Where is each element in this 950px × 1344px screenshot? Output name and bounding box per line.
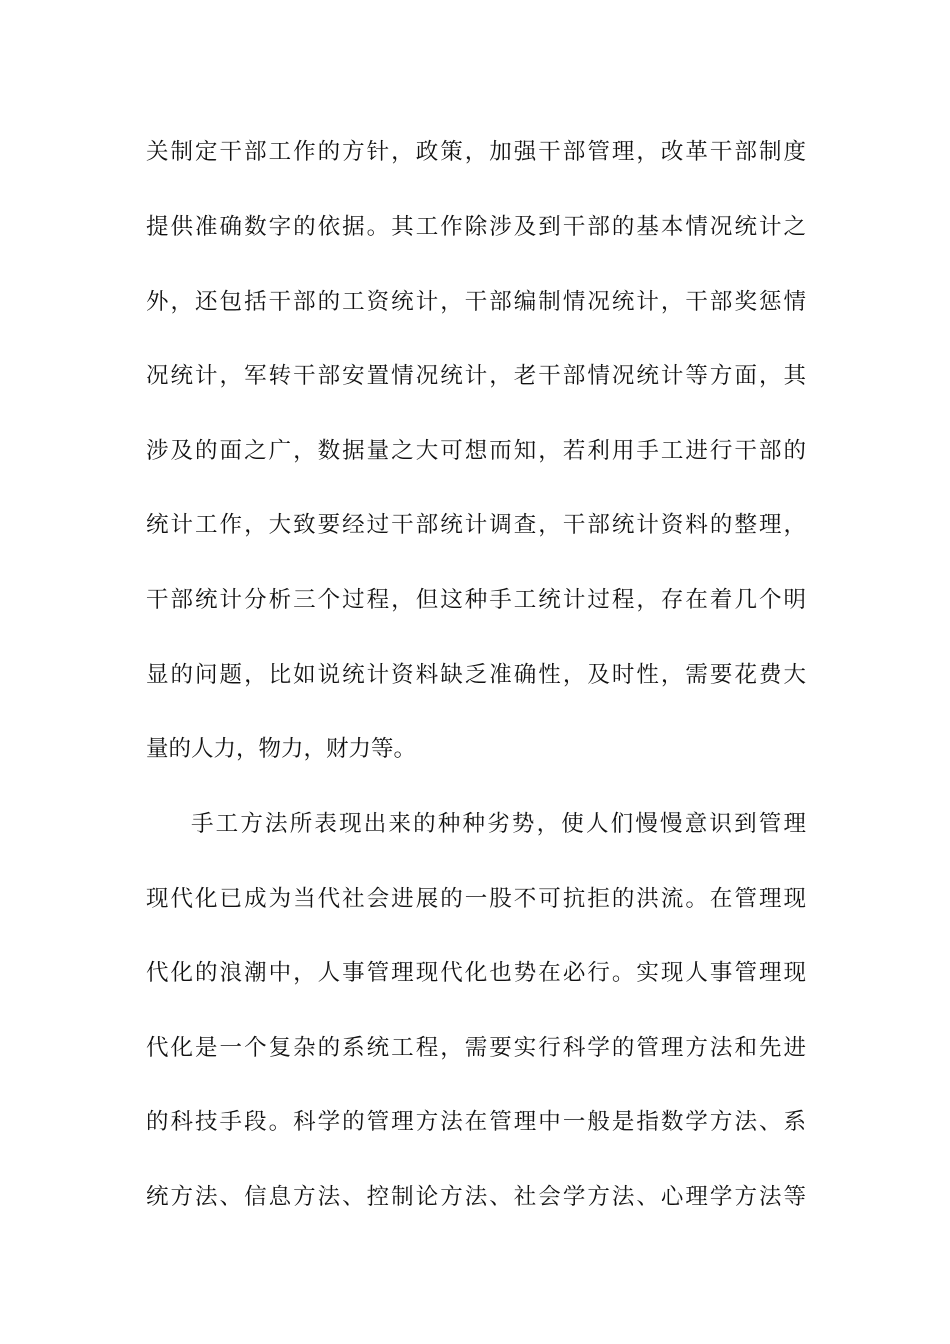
paragraph-1-line-2: 提供准确数字的依据。其工作除涉及到干部的基本情况统计之 [146, 214, 806, 240]
paragraph-1-line-5: 涉及的面之广，数据量之大可想而知，若利用手工进行干部的 [146, 438, 806, 464]
paragraph-1-line-3: 外，还包括干部的工资统计，干部编制情况统计，干部奖惩情 [146, 289, 806, 315]
paragraph-1-line-9: 量的人力，物力，财力等。 [146, 736, 417, 762]
paragraph-1-line-4: 况统计，军转干部安置情况统计，老干部情况统计等方面，其 [146, 363, 806, 389]
paragraph-2-line-5: 的科技手段。科学的管理方法在管理中一般是指数学方法、系 [146, 1109, 806, 1135]
paragraph-2-line-2: 现代化已成为当代社会进展的一股不可抗拒的洪流。在管理现 [146, 886, 806, 912]
paragraph-1-line-8: 显的问题，比如说统计资料缺乏准确性，及时性，需要花费大 [146, 662, 806, 688]
paragraph-1-line-7: 干部统计分析三个过程，但这种手工统计过程，存在着几个明 [146, 587, 806, 613]
paragraph-2-line-6: 统方法、信息方法、控制论方法、社会学方法、心理学方法等 [146, 1184, 806, 1210]
paragraph-2-line-4: 代化是一个复杂的系统工程，需要实行科学的管理方法和先进 [146, 1035, 806, 1061]
paragraph-1-line-6: 统计工作，大致要经过干部统计调查，干部统计资料的整理， [146, 512, 806, 538]
paragraph-1-line-1: 关制定干部工作的方针，政策，加强干部管理，改革干部制度 [146, 139, 806, 165]
paragraph-2-line-1: 手工方法所表现出来的种种劣势，使人们慢慢意识到管理 [191, 811, 806, 837]
paragraph-2-line-3: 代化的浪潮中，人事管理现代化也势在必行。实现人事管理现 [146, 960, 806, 986]
